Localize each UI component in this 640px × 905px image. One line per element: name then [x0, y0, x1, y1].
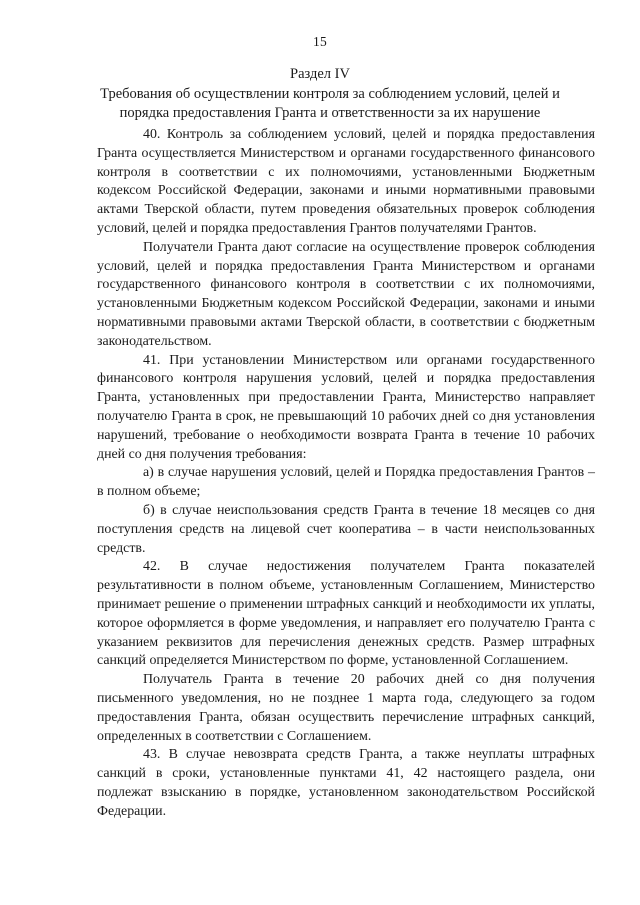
paragraph-41-a: а) в случае нарушения условий, целей и Порядка предоставления Грантов – в полном объеме; [97, 465, 595, 500]
section-title: Раздел IV [290, 66, 350, 82]
paragraph-consent: Получатели Гранта дают согласие на осуществление проверок соблюдения условий, целей и порядка предоставления Гранта Министерством и органами государственного финансового контроля в соответствии с их полномочиями, установленными Бюджетным кодексом Российской Федерации, законами и иными нормативными правовыми актами Тверской области, в соответствии с бюджетным законодательством. [97, 239, 595, 349]
paragraph-41: 41. При установлении Министерством или органами государственного финансового контроля нарушения условий, целей и порядка предоставления Гранта, установленных при предоставлении Гранта, Министерство направляет получателю Гранта в срок, не превышающий 10 рабочих дней со дня установления нарушений, требование о необходимости возврата Гранта в течение 10 рабочих дней со дня получения требования: [97, 352, 595, 462]
document-body [97, 126, 595, 821]
section-subtitle: Требования об осуществлении контроля за соблюдением условий, целей и порядка предоставления Гранта и ответственности за их нарушение [100, 86, 560, 121]
paragraph-41-b: б) в случае неиспользования средств Гранта в течение 18 месяцев со дня поступления средств на лицевой счет кооператива – в части неиспользованных средств. [97, 502, 595, 556]
paragraph-43: 43. В случае невозврата средств Гранта, а также неуплаты штрафных санкций в сроки, установленные пунктами 41, 42 настоящего раздела, они подлежат взысканию в порядке, установленном законодательством Российской Федерации. [97, 747, 595, 819]
paragraph-penalty-payment: Получатель Гранта в течение 20 рабочих дней со дня получения письменного уведомления, но не позднее 1 марта года, следующего за годом предоставления Гранта, обязан осуществить перечисление штрафных санкций, определенных в соответствии с Соглашением. [97, 672, 595, 744]
paragraph-42: 42. В случае недостижения получателем Гранта показателей результативности в полном объеме, установленным Соглашением, Министерство принимает решение о применении штрафных санкций и необходимости их уплаты, которое оформляется в форме уведомления, и направляет его получателю Гранта с указанием реквизитов для перечисления денежных средств. Размер штрафных санкций определяется Министерством по форме, установленной Соглашением. [97, 559, 595, 669]
page-number: 15 [313, 34, 327, 49]
paragraph-40: 40. Контроль за соблюдением условий, целей и порядка предоставления Гранта осуществляется Министерством и органами государственного финансового контроля в соответствии с их полномочиями, установленными Бюджетным кодексом Российской Федерации, законами и иными нормативными правовыми актами Тверской области, путем проведения обязательных проверок соблюдения условий, целей и порядка предоставления Грантов получателями Грантов. [97, 127, 595, 236]
